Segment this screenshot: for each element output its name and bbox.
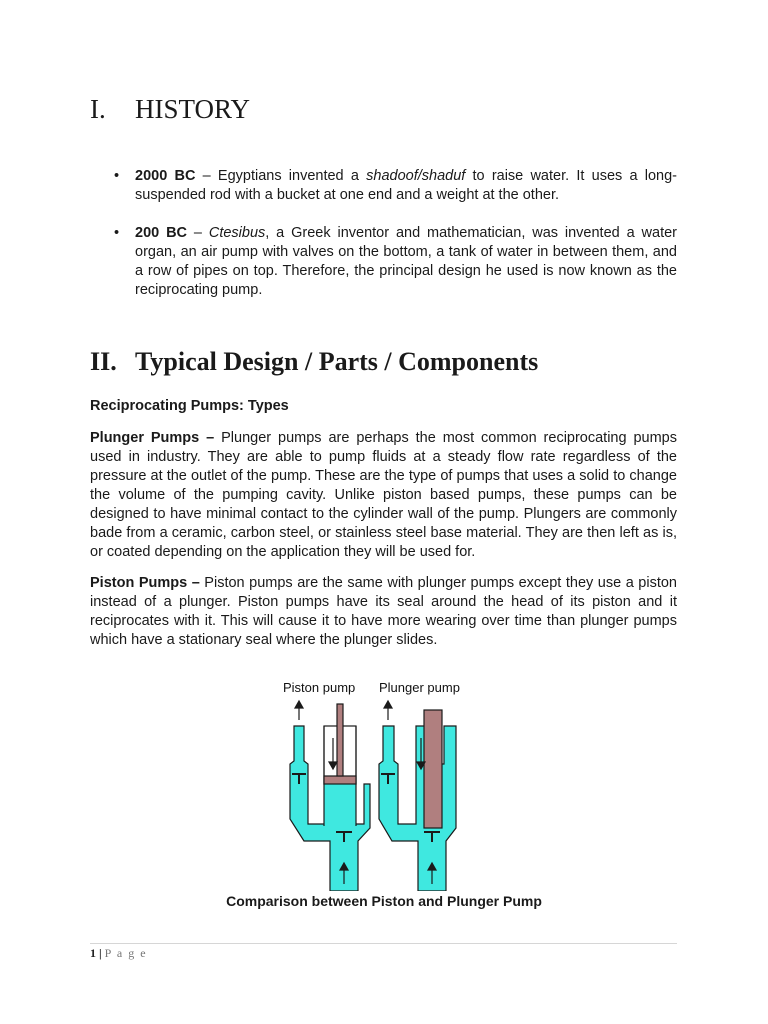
pump-diagram-svg (278, 676, 478, 891)
plunger-pump-figure (379, 701, 456, 891)
plunger-rod (424, 710, 442, 828)
subheading-types: Reciprocating Pumps: Types (90, 398, 289, 414)
piston-head (324, 776, 356, 784)
page-footer (90, 946, 147, 961)
bullet-item (114, 167, 677, 207)
figure-caption: Comparison between Piston and Plunger Pump (226, 893, 542, 909)
paragraph-plunger: Plunger Pumps – Plunger pumps are perhaps the most common reciprocating pumps used in industry. They are able to pump fluids at a steady flow rate regardless of the pressure at the outlet of the pump. These are the type of pumps that uses a solid to change the volume of the pumping cavity. Unlike piston based pumps, these pumps can be designed to have minimal contact to the cylinder wall of the pump. Plungers are commonly bade from a ceramic, carbon steel, or stainless steel base material. They are then left as is, or coated depending on the application they will be used for. (90, 430, 677, 560)
term-plunger: Plunger Pumps – (90, 430, 215, 446)
label-plunger-pump: Plunger pump (379, 680, 460, 695)
pump-diagram (278, 676, 478, 896)
bullet-text: 200 BC – Ctesibus, a Greek inventor and mathematician, was invented a water organ, an air pump with valves on the bottom, a tank of water in between them, and a row of pipes on top. Therefore, the principal design he used is now known as the reciprocating pump. (135, 225, 677, 298)
piston-pump-figure (290, 701, 370, 891)
piston-rod (337, 704, 343, 776)
term-piston: Piston Pumps – (90, 575, 200, 591)
page-number: 1 (90, 946, 96, 960)
heading-title: Typical Design / Parts / Components (135, 347, 539, 376)
footer-separator: | (96, 946, 105, 960)
heading-number: I. (90, 94, 106, 124)
paragraph-piston: Piston Pumps – Piston pumps are the same with plunger pumps except they use a piston instead of a plunger. Piston pumps have its seal around the head of its piston and it reciprocates with it. This will cause it to have more wearing over time than plunger pumps which have a stationary seal where the plunger slides. (90, 575, 677, 648)
footer-divider (90, 943, 677, 944)
bullet-item (114, 224, 677, 302)
heading-history (90, 94, 250, 125)
label-piston-pump: Piston pump (283, 680, 356, 695)
page-label: P a g e (104, 946, 148, 960)
heading-number: II. (90, 347, 117, 376)
bullet-dot: • (114, 225, 120, 241)
bullet-dot: • (114, 168, 120, 184)
plunger-outlet-pipe (379, 726, 456, 891)
bullet-text: 2000 BC – Egyptians invented a shadoof/shaduf to raise water. It uses a long-suspended rod with a bucket at one end and a weight at the other. (135, 168, 677, 203)
heading-title: HISTORY (135, 94, 251, 124)
heading-design (90, 347, 538, 377)
